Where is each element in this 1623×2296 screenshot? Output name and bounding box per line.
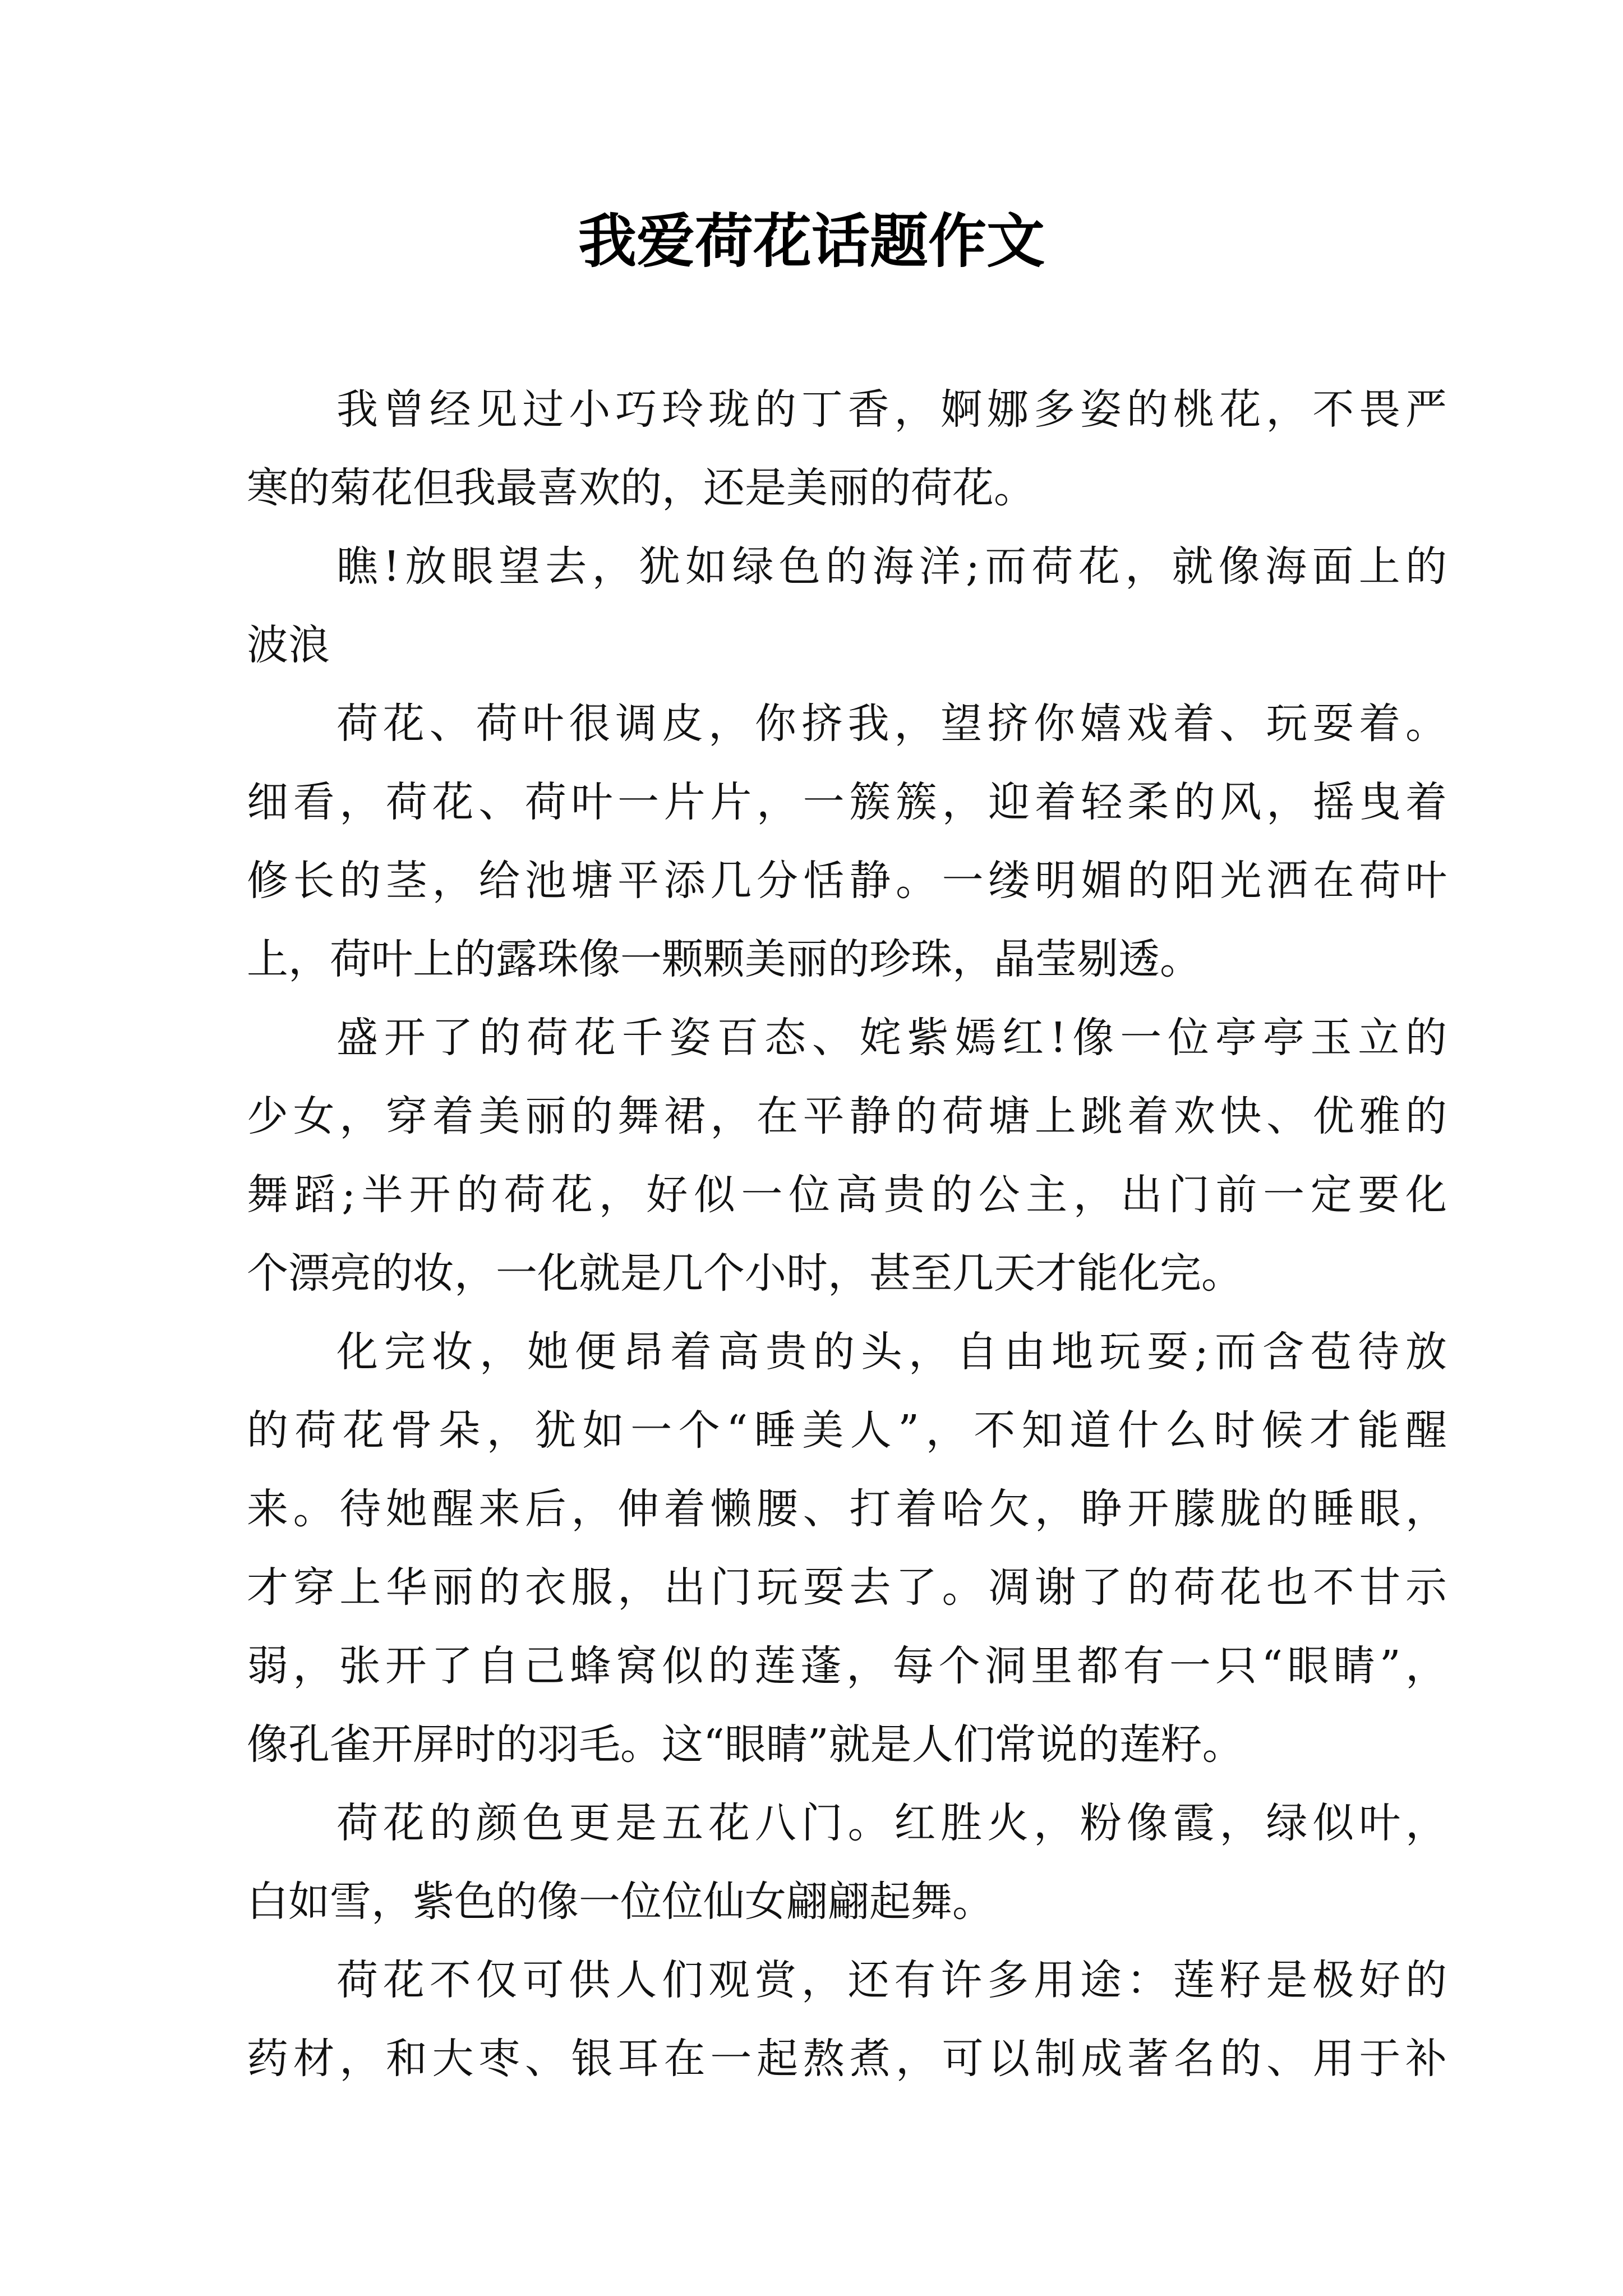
text-line: 少女，穿着美丽的舞裙，在平静的荷塘上跳着欢快、优雅的 (247, 1092, 1447, 1140)
text-line: 个漂亮的妆，一化就是几个小时，甚至几天才能化完。 (247, 1249, 1243, 1297)
text-line: 弱，张开了自己蜂窝似的莲蓬，每个洞里都有一只“眼睛”， (247, 1642, 1447, 1690)
text-line: 盛开了的荷花千姿百态、姹紫嫣红!像一位亭亭玉立的 (336, 1014, 1447, 1062)
text-line: 来。待她醒来后，伸着懒腰、打着哈欠，睁开朦胧的睡眼， (247, 1485, 1447, 1533)
text-line: 荷花、荷叶很调皮，你挤我，望挤你嬉戏着、玩耍着。 (336, 700, 1447, 748)
text-line: 荷花不仅可供人们观赏，还有许多用途：莲籽是极好的 (336, 1956, 1447, 2004)
text-line: 白如雪，紫色的像一位位仙女翩翩起舞。 (247, 1878, 994, 1926)
document-title: 我爱荷花话题作文 (578, 206, 1045, 275)
text-line: 药材，和大枣、银耳在一起熬煮，可以制成著名的、用于补 (247, 2035, 1447, 2083)
text-line: 寒的菊花但我最喜欢的，还是美丽的荷花。 (247, 464, 1035, 512)
text-line: 波浪 (247, 621, 330, 669)
text-line: 化完妆，她便昂着高贵的头，自由地玩耍;而含苞待放 (336, 1328, 1447, 1376)
text-line: 修长的茎，给池塘平添几分恬静。一缕明媚的阳光洒在荷叶 (247, 857, 1447, 905)
text-line: 的荷花骨朵，犹如一个“睡美人”，不知道什么时候才能醒 (247, 1406, 1447, 1455)
text-line: 像孔雀开屏时的羽毛。这“眼睛”就是人们常说的莲籽。 (247, 1720, 1244, 1769)
text-line: 舞蹈;半开的荷花，好似一位高贵的公主，出门前一定要化 (247, 1171, 1447, 1219)
text-line: 荷花的颜色更是五花八门。红胜火，粉像霞，绿似叶， (336, 1799, 1447, 1847)
text-line: 才穿上华丽的衣服，出门玩耍去了。凋谢了的荷花也不甘示 (247, 1563, 1447, 1612)
text-line: 细看，荷花、荷叶一片片，一簇簇，迎着轻柔的风，摇曳着 (247, 778, 1447, 826)
text-line: 上，荷叶上的露珠像一颗颗美丽的珍珠，晶莹剔透。 (247, 935, 1201, 983)
text-line: 瞧!放眼望去，犹如绿色的海洋;而荷花，就像海面上的 (336, 542, 1447, 591)
text-line: 我曾经见过小巧玲珑的丁香，婀娜多姿的桃花，不畏严 (336, 385, 1447, 434)
